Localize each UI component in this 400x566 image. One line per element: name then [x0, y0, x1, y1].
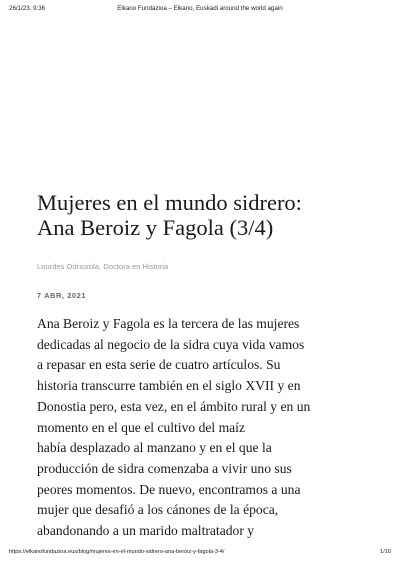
body-line: Donostia pero, esta vez, en el ámbito rural y en un	[37, 398, 311, 414]
article-date: 7 ABR, 2021	[37, 291, 87, 300]
body-line: mujer que desafió a los cánones de la época,	[37, 502, 279, 518]
body-line: a repasar en esta serie de cuatro artículos. Su	[37, 357, 281, 373]
body-line: peores momentos. De nuevo, encontramos a una	[37, 481, 301, 497]
article-author[interactable]: Lourdes Odriozola, Doctora en Historia	[37, 262, 169, 271]
page-number: 1/10	[380, 549, 391, 555]
body-line: historia transcurre también en el siglo XVII y en	[37, 378, 301, 394]
body-line: producción de sidra comenzaba a vivir uno sus	[37, 460, 292, 476]
body-line: dedicadas al negocio de la sidra cuya vida vamos	[37, 336, 305, 352]
article-body	[37, 314, 377, 542]
article-title-line: Mujeres en el mundo sidrero:	[37, 190, 302, 215]
print-footer	[9, 549, 391, 559]
print-timestamp: 26/1/23, 9:36	[9, 5, 46, 12]
article-title	[37, 190, 377, 240]
body-line: había desplazado al manzano y en el que la	[37, 440, 272, 456]
body-line: abandonando a un marido maltratador y	[37, 523, 255, 539]
body-line: Ana Beroiz y Fagola es la tercera de las mujeres	[37, 316, 300, 331]
body-line: momento en el que el cultivo del maíz	[37, 419, 245, 435]
print-header	[9, 5, 391, 17]
page-url: https://elkanofundazioa.eus/blog/mujeres-en-el-mundo-sidrero-ana-beroiz-y-fagola-3-4/	[9, 549, 225, 555]
print-document-title: Elkano Fundazioa – Elkano, Euskadi around the world again	[117, 5, 283, 12]
article-title-line: Ana Beroiz y Fagola (3/4)	[37, 215, 274, 240]
